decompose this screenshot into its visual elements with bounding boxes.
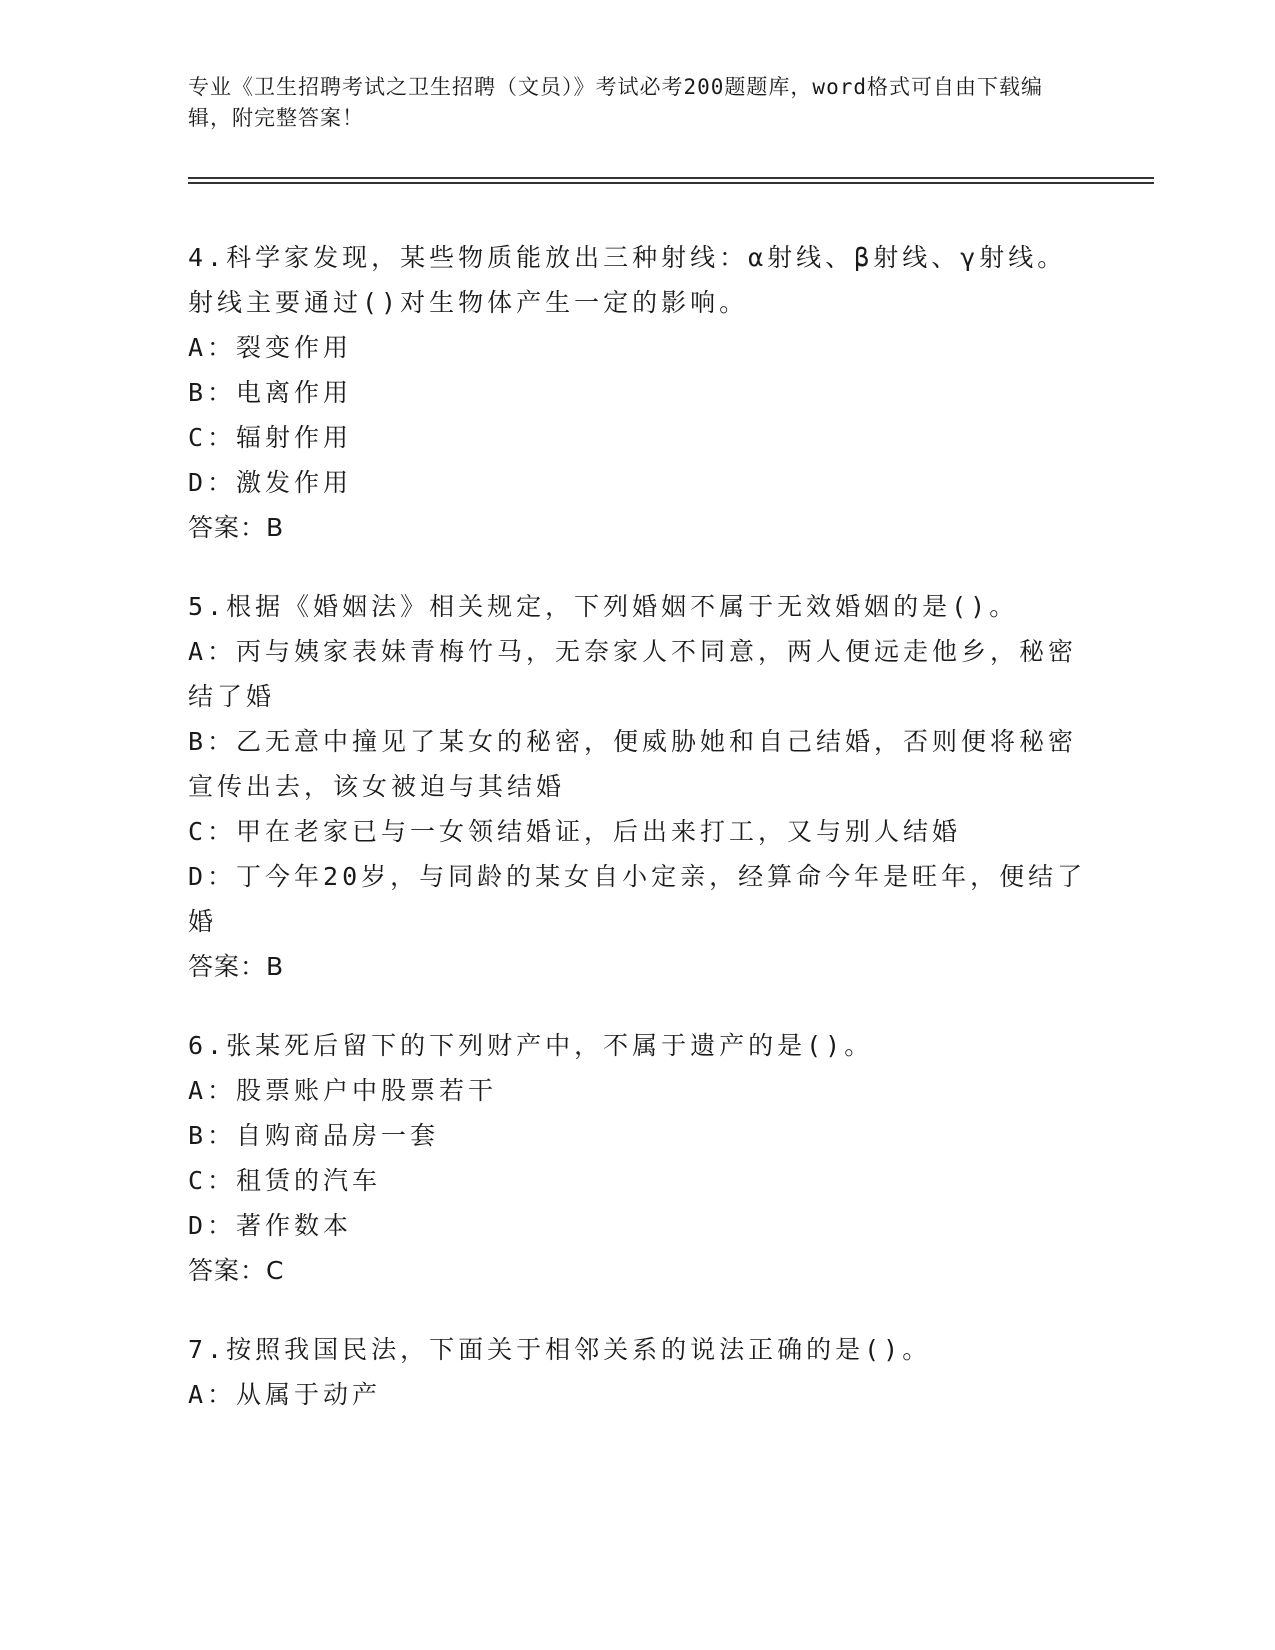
answer-label: 答案：B [188, 952, 285, 981]
answer-label: 答案：C [188, 1256, 285, 1285]
question-6 [188, 1023, 1088, 1293]
question-5 [188, 584, 1088, 989]
option-d: D：激发作用 [188, 468, 353, 497]
header-divider-top [188, 177, 1154, 179]
question-list [188, 235, 1088, 1451]
option-c: C：辐射作用 [188, 423, 353, 452]
question-stem: 4.科学家发现，某些物质能放出三种射线：α射线、β射线、γ射线。射线主要通过()对生物体产生一定的影响。 [188, 243, 1067, 317]
option-b: B：自购商品房一套 [188, 1121, 440, 1150]
question-stem: 5.根据《婚姻法》相关规定，下列婚姻不属于无效婚姻的是()。 [188, 592, 1019, 621]
question-stem: 6.张某死后留下的下列财产中，不属于遗产的是()。 [188, 1031, 874, 1060]
option-d: D：著作数本 [188, 1211, 353, 1240]
option-c: C：甲在老家已与一女领结婚证，后出来打工，又与别人结婚 [188, 817, 962, 846]
option-a: A：股票账户中股票若干 [188, 1076, 498, 1105]
option-b: B：乙无意中撞见了某女的秘密，便威胁她和自己结婚，否则便将秘密宣传出去，该女被迫与其结婚 [188, 727, 1078, 801]
option-a: A：裂变作用 [188, 333, 353, 362]
option-a: A：从属于动产 [188, 1380, 382, 1409]
question-4 [188, 235, 1088, 550]
answer-label: 答案：B [188, 513, 285, 542]
option-a: A：丙与姨家表妹青梅竹马，无奈家人不同意，两人便远走他乡，秘密结了婚 [188, 637, 1078, 711]
option-c: C：租赁的汽车 [188, 1166, 382, 1195]
header-divider-bottom [188, 182, 1154, 184]
question-stem: 7.按照我国民法，下面关于相邻关系的说法正确的是()。 [188, 1335, 932, 1364]
question-7 [188, 1327, 1088, 1417]
document-header: 专业《卫生招聘考试之卫生招聘（文员）》考试必考200题题库，word格式可自由下载编辑，附完整答案！ [188, 75, 1043, 130]
option-b: B：电离作用 [188, 378, 353, 407]
option-d: D：丁今年20岁，与同龄的某女自小定亲，经算命今年是旺年，便结了婚 [188, 862, 1087, 936]
